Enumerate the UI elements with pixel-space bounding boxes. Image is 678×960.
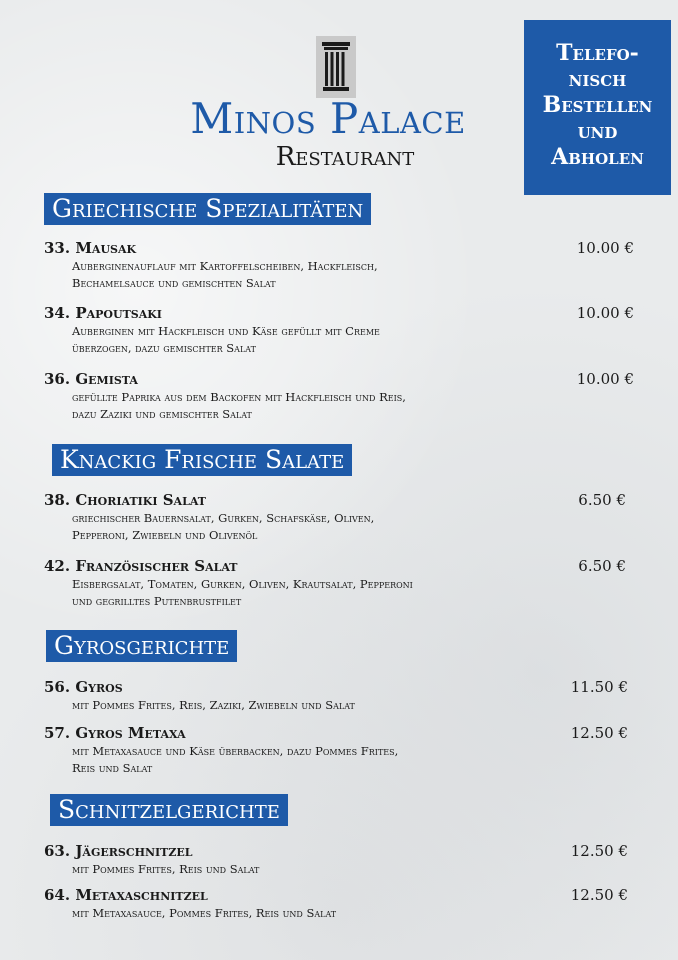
item-description: Reis und Salat (72, 761, 153, 775)
menu-item (44, 238, 634, 292)
section-title-fresh-salads: Knackig Frische Salate (52, 444, 352, 476)
order-badge (524, 20, 671, 195)
section-title-gyros: Gyrosgerichte (46, 630, 237, 662)
item-description: dazu Zaziki und gemischter Salat (72, 407, 252, 421)
item-description: Auberginen mit Hackfleisch und Käse gefüllt mit Creme (72, 324, 380, 338)
section-title-schnitzel: Schnitzelgerichte (50, 794, 288, 826)
item-name: 57. Gyros Metaxa (44, 724, 186, 742)
menu-item (44, 677, 634, 714)
item-price: 12.50 € (570, 886, 628, 904)
item-name: 42. Französischer Salat (44, 557, 238, 575)
menu-item (44, 885, 634, 922)
menu-item (44, 490, 634, 544)
pillar-icon (316, 36, 356, 98)
item-price: 12.50 € (570, 724, 628, 742)
restaurant-logo (168, 34, 488, 174)
order-line: und (577, 118, 618, 144)
restaurant-name: Minos Palace (190, 94, 466, 143)
order-line: nisch (568, 66, 627, 92)
item-name: 33. Mausak (44, 239, 137, 257)
item-description: mit Pommes Frites, Reis, Zaziki, Zwiebeln und Salat (72, 698, 355, 712)
item-price: 10.00 € (576, 239, 634, 257)
item-price: 11.50 € (570, 678, 628, 696)
item-name: 56. Gyros (44, 678, 123, 696)
item-name: 38. Choriatiki Salat (44, 491, 206, 509)
item-description: überzogen, dazu gemischter Salat (72, 341, 256, 355)
menu-item (44, 556, 634, 610)
item-description: und gegrilltes Putenbrustfilet (72, 594, 242, 608)
item-description: mit Metaxasauce, Pommes Frites, Reis und Salat (72, 906, 337, 920)
item-description: mit Metaxasauce und Käse überbacken, dazu Pommes Frites, (72, 744, 399, 758)
order-line: Abholen (551, 144, 644, 170)
item-description: Auberginenauflauf mit Kartoffelscheiben, Hackfleisch, (72, 259, 378, 273)
item-price: 12.50 € (570, 842, 628, 860)
item-description: Eisbergsalat, Tomaten, Gurken, Oliven, Krautsalat, Pepperoni (72, 577, 413, 591)
menu-item (44, 369, 634, 423)
item-name: 63. Jägerschnitzel (44, 842, 193, 860)
item-name: 34. Papoutsaki (44, 304, 162, 322)
item-name: 64. Metaxaschnitzel (44, 886, 208, 904)
menu-item (44, 841, 634, 878)
item-description: griechischer Bauernsalat, Gurken, Schafskäse, Oliven, (72, 511, 375, 525)
item-description: Bechamelsauce und gemischten Salat (72, 276, 276, 290)
menu-item (44, 303, 634, 357)
item-description: Pepperoni, Zwiebeln und Olivenöl (72, 528, 258, 542)
item-price: 6.50 € (578, 557, 626, 575)
order-line: Bestellen (542, 92, 653, 118)
item-price: 10.00 € (576, 370, 634, 388)
order-line: Telefo- (556, 40, 639, 66)
item-name: 36. Gemista (44, 370, 138, 388)
section-title-greek-specialties: Griechische Spezialitäten (44, 193, 371, 225)
item-description: mit Pommes Frites, Reis und Salat (72, 862, 260, 876)
menu-item (44, 723, 634, 777)
item-price: 10.00 € (576, 304, 634, 322)
item-description: gefüllte Paprika aus dem Backofen mit Hackfleisch und Reis, (72, 390, 406, 404)
restaurant-subtitle: Restaurant (275, 142, 415, 172)
item-price: 6.50 € (578, 491, 626, 509)
